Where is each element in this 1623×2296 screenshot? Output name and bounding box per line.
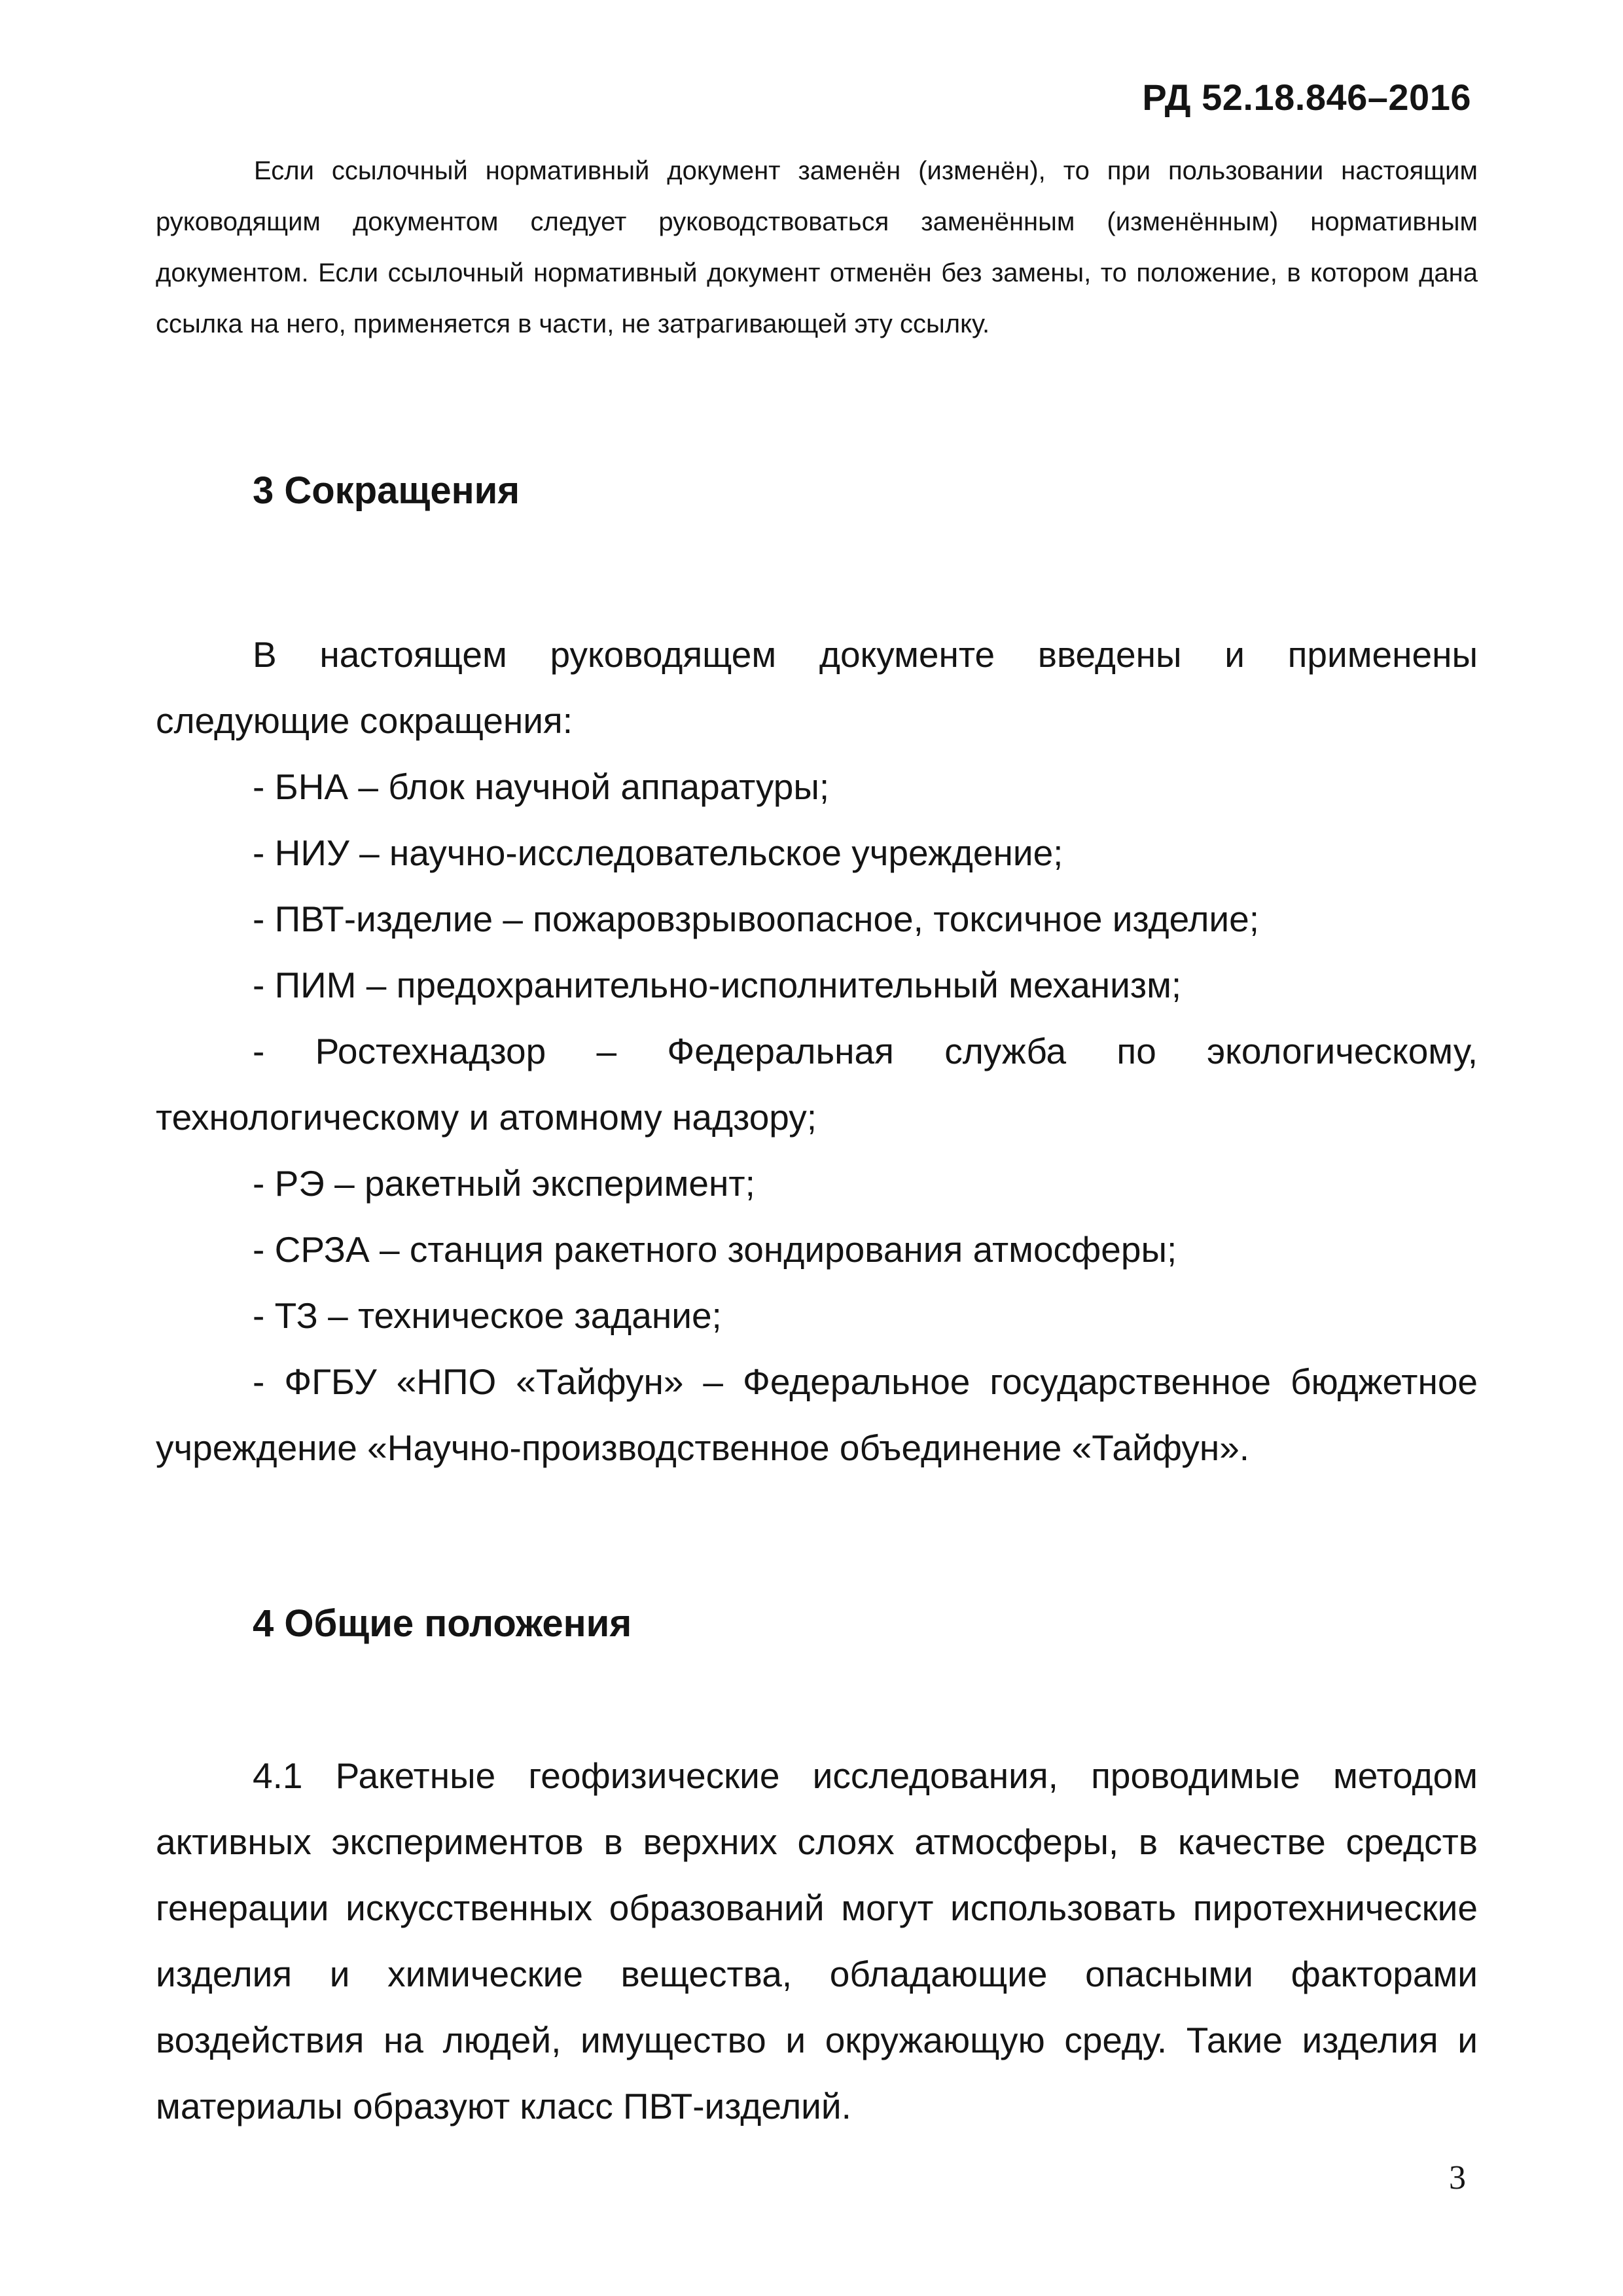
- abbreviations-intro-text: В настоящем руководящем документе введены и применены следующие сокращения:: [156, 634, 1478, 741]
- paragraph-4-1: [156, 1743, 1478, 2140]
- abbreviation-item: - ПВТ-изделие – пожаровзрывоопасное, токсичное изделие;: [253, 899, 1260, 939]
- abbreviation-item: - ТЗ – техническое задание;: [253, 1295, 722, 1336]
- reference-note-paragraph: [156, 145, 1478, 350]
- section-3-heading: 3 Сокращения: [253, 469, 520, 512]
- abbreviation-item: - Ростехнадзор – Федеральная служба по экологическому, технологическому и атомному надзору;: [156, 1031, 1478, 1138]
- page-number: 3: [1449, 2159, 1466, 2197]
- document-code: РД 52.18.846–2016: [1142, 77, 1471, 118]
- abbreviation-item: - ФГБУ «НПО «Тайфун» – Федеральное государственное бюджетное учреждение «Научно-производственное объединение «Тайфун».: [156, 1361, 1478, 1468]
- abbreviation-item: - СРЗА – станция ракетного зондирования атмосферы;: [253, 1229, 1177, 1270]
- abbreviation-item: - РЭ – ракетный эксперимент;: [253, 1163, 755, 1204]
- abbreviation-item: - НИУ – научно-исследовательское учреждение;: [253, 833, 1063, 873]
- section-4-heading: 4 Общие положения: [253, 1602, 632, 1645]
- reference-note-text: Если ссылочный нормативный документ заменён (изменён), то при пользовании настоящим руководящим документом следует руководствоваться заменённым (изменённым) нормативным документом. Если ссылочный нормативный документ отменён без замены, то положение, в котором дана ссылка на него, применяется в части, не затрагивающей эту ссылку.: [156, 156, 1478, 338]
- abbreviation-item: - БНА – блок научной аппаратуры;: [253, 766, 830, 807]
- paragraph-4-1-text: 4.1 Ракетные геофизические исследования, проводимые методом активных экспериментов в верхних слоях атмосферы, в качестве средств генерации искусственных образований могут использовать пиротехнические изделия и химические вещества, обладающие опасными факторами воздействия на людей, имущество и окружающую среду. Такие изделия и материалы образуют класс ПВТ-изделий.: [156, 1755, 1478, 2126]
- abbreviations-intro: [156, 622, 1478, 754]
- abbreviations-list: [156, 754, 1478, 1481]
- abbreviation-item: - ПИМ – предохранительно-исполнительный механизм;: [253, 965, 1182, 1005]
